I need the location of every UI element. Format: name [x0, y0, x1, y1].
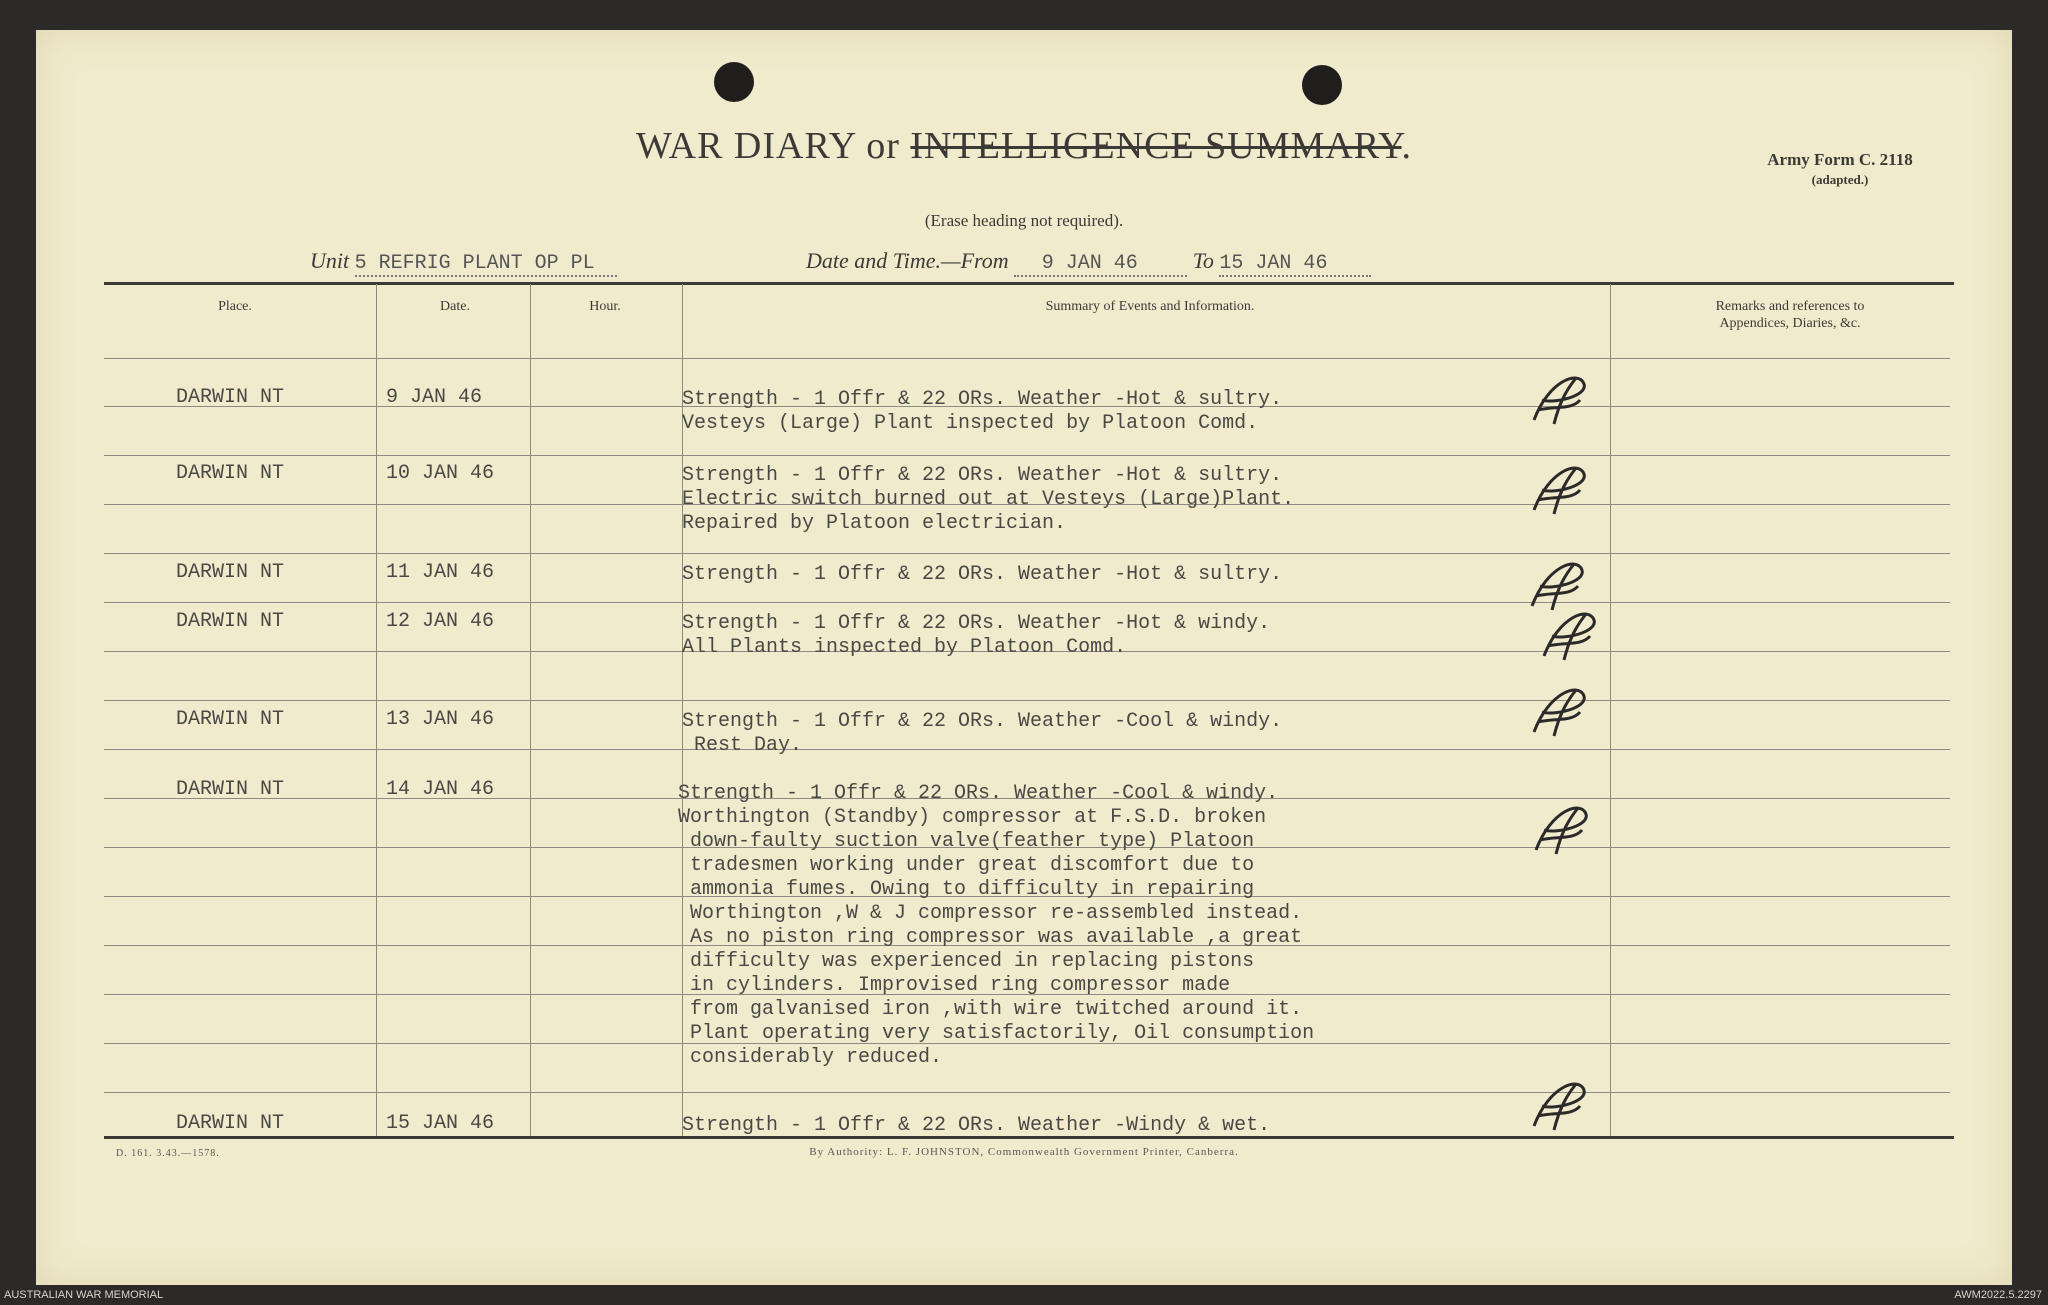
entry-date: 14 JAN 46 [386, 778, 495, 801]
subtitle: (Erase heading not required). [924, 211, 1124, 230]
initials-mark [1524, 682, 1596, 744]
column-divider [1610, 284, 1611, 1136]
army-form-number: Army Form C. 2118 [1767, 150, 1913, 169]
initials-mark [1524, 1076, 1596, 1138]
ruled-line [104, 1092, 1950, 1093]
column-header-date: Date. [440, 299, 470, 314]
archive-caption-left: AUSTRALIAN WAR MEMORIAL [4, 1289, 164, 1301]
date-from-value: 9 JAN 46 [1041, 252, 1138, 275]
column-header-hour: Hour. [589, 299, 621, 314]
entry-place: DARWIN NT [176, 561, 285, 584]
unit-field [310, 248, 617, 277]
entry-summary: Strength - 1 Offr & 22 ORs. Weather -Windy & wet. [682, 1114, 1271, 1137]
title-struck: INTELLIGENCE SUMMARY [910, 125, 1402, 167]
entry-date: 10 JAN 46 [386, 462, 495, 485]
entry-summary: Strength - 1 Offr & 22 ORs. Weather -Hot & sultry. Electric switch burned out at Vesteys (Large)Plant. Repaired by Platoon electrician. [682, 464, 1295, 535]
entry-place: DARWIN NT [176, 778, 285, 801]
entry-summary: Strength - 1 Offr & 22 ORs. Weather -Cool & windy. Worthington (Standby) compressor at F.S.D. broken down-faulty suction valve(feather type) Platoon tradesmen working under great discomfort due to ammonia fumes. Owing to difficulty in repairing Worthington ,W & J compressor re-assembled instead. As no piston ring compressor was available ,a great difficulty was experienced in replacing pistons in cylinders. Improvised ring compressor made from galvanised iron ,with wire twitched around it. Plant operating very satisfactorily, Oil consumption considerably reduced. [678, 782, 1315, 1069]
date-label: Date and Time.—From [806, 248, 1009, 273]
ruled-line [104, 455, 1950, 456]
entry-place: DARWIN NT [176, 386, 285, 409]
entry-date: 12 JAN 46 [386, 610, 495, 633]
entry-date: 15 JAN 46 [386, 1112, 495, 1135]
column-divider [376, 284, 377, 1136]
entry-date: 11 JAN 46 [386, 561, 495, 584]
entry-summary: Strength - 1 Offr & 22 ORs. Weather -Hot & windy. All Plants inspected by Platoon Comd. [682, 612, 1271, 659]
title-main: WAR DIARY or [635, 125, 911, 167]
initials-mark [1534, 606, 1606, 668]
entry-date: 13 JAN 46 [386, 708, 495, 731]
ruled-line [104, 602, 1950, 603]
column-header-summary: Summary of Events and Information. [1045, 299, 1255, 314]
ruled-line [104, 553, 1950, 554]
date-to-label: To [1192, 248, 1214, 273]
entry-place: DARWIN NT [176, 1112, 285, 1135]
entry-place: DARWIN NT [176, 610, 285, 633]
unit-label: Unit [310, 248, 350, 273]
initials-mark [1524, 370, 1596, 432]
entry-date: 9 JAN 46 [386, 386, 483, 409]
ruled-line [104, 358, 1950, 359]
entry-place: DARWIN NT [176, 708, 285, 731]
printer-authority: By Authority: L. F. JOHNSTON, Commonwealth Government Printer, Canberra. [809, 1146, 1239, 1158]
entry-summary: Strength - 1 Offr & 22 ORs. Weather -Hot & sultry. [682, 563, 1283, 586]
entry-place: DARWIN NT [176, 462, 285, 485]
column-divider [530, 284, 531, 1136]
punch-hole-right [1302, 65, 1342, 105]
title-end: . [1401, 125, 1413, 167]
table-top-rule [104, 282, 1954, 285]
entry-summary: Strength - 1 Offr & 22 ORs. Weather -Cool & windy. Rest Day. [682, 710, 1283, 757]
punch-hole-left [714, 62, 754, 102]
archive-caption-right: AWM2022.5.2297 [1954, 1289, 2042, 1301]
date-to-value: 15 JAN 46 [1219, 252, 1328, 275]
column-header-place: Place. [218, 299, 252, 314]
date-time-field [806, 248, 1371, 277]
unit-value: 5 REFRIG PLANT OP PL [354, 252, 595, 275]
initials-mark [1526, 800, 1598, 862]
print-code: D. 161. 3.43.—1578. [116, 1148, 220, 1159]
entry-summary: Strength - 1 Offr & 22 ORs. Weather -Hot & sultry. Vesteys (Large) Plant inspected by Platoon Comd. [682, 388, 1283, 435]
army-form-label [1740, 150, 1940, 190]
column-header-remarks: Remarks and references to Appendices, Diaries, &c. [1715, 299, 1865, 331]
army-form-note: (adapted.) [1811, 172, 1869, 187]
ruled-line [104, 700, 1950, 701]
initials-mark [1524, 460, 1596, 522]
